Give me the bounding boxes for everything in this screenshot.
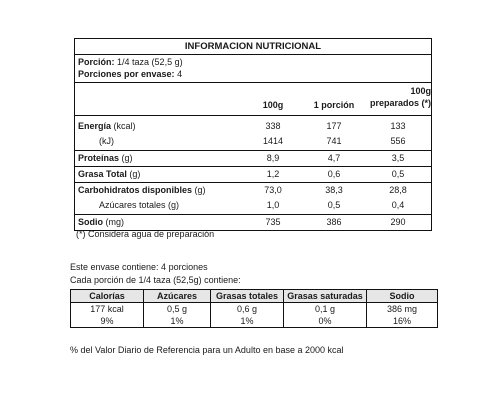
dv-header-total-fat: Grasas totales (211, 290, 284, 303)
nutrient-unit: (kJ) (99, 136, 114, 147)
dv-percent-total-fat: 1% (211, 315, 284, 328)
nutrition-row (75, 150, 431, 166)
nutrition-row-label (75, 151, 243, 166)
dv-percent-sugars: 1% (144, 315, 211, 328)
dv-percent-sodium: 16% (367, 315, 438, 328)
nutrition-value-v1: 338 (265, 121, 281, 131)
package-servings-text: Este envase contiene: 4 porciones (70, 262, 208, 272)
dv-percent-calories: 9% (71, 315, 144, 328)
dv-header-sugars: Azúcares (144, 290, 211, 303)
nutrient-unit: Azúcares totales (g) (99, 200, 180, 211)
dv-amount-saturated-fat: 0,1 g (284, 303, 367, 316)
column-header-prepared (365, 83, 431, 115)
nutrition-value-v2: 177 (326, 121, 342, 131)
nutrition-value-v1: 735 (265, 216, 281, 227)
nutrition-value-v3: 133 (390, 121, 406, 131)
dv-amount-calories: 177 kcal (71, 303, 144, 316)
nutrition-row (75, 214, 431, 230)
nutrition-value-v1: 8,9 (266, 152, 280, 163)
nutrition-value-v1: 1,0 (266, 200, 280, 211)
servings-label: Porciones por envase: (78, 69, 175, 79)
nutrient-unit: (kcal) (111, 121, 136, 131)
column-header-row (75, 83, 431, 116)
dv-amount-sugars: 0,5 g (144, 303, 211, 316)
nutrient-unit: (g) (126, 168, 141, 179)
daily-value-footnote: % del Valor Diario de Referencia para un Adulto en base a 2000 kcal (70, 345, 344, 355)
nutrition-row-label (75, 215, 243, 230)
nutrition-value-v1: 1414 (262, 136, 284, 147)
daily-value-table (70, 289, 438, 328)
dv-amount-total-fat: 0,6 g (211, 303, 284, 316)
nutrient-unit: (mg) (103, 216, 124, 227)
portion-line (78, 56, 428, 68)
column-header-portion: 1 porción (313, 100, 355, 110)
dv-percent-saturated-fat: 0% (284, 315, 367, 328)
nutrition-row-label (75, 119, 243, 134)
nutrient-name: Sodio (78, 216, 103, 227)
nutrition-value-v1: 73,0 (264, 185, 282, 196)
nutrition-value-v3: 28,8 (389, 185, 407, 196)
nutrition-row-label (75, 167, 243, 182)
nutrition-value-v2: 4,7 (327, 152, 341, 163)
nutrition-value-v3: 556 (390, 136, 406, 147)
nutrition-row (75, 119, 431, 134)
nutrition-value-v1: 1,2 (266, 168, 280, 179)
nutrient-name: Energía (78, 121, 112, 131)
column-header-prepared-line2: preparados (*) (369, 98, 431, 108)
column-header-100g: 100g (262, 100, 284, 110)
nutrition-value-v2: 0,5 (327, 200, 341, 211)
daily-value-amount-row (71, 303, 438, 316)
nutrition-value-v3: 0,5 (391, 168, 405, 179)
nutrition-value-v2: 741 (326, 136, 342, 147)
preparation-note: (*) Considera agua de preparación (76, 229, 215, 239)
portion-info (75, 55, 431, 83)
nutrient-name: Carbohidratos disponibles (78, 185, 193, 196)
nutrition-value-v2: 386 (326, 216, 342, 227)
nutrition-row (75, 166, 431, 182)
nutrition-row-label (75, 198, 243, 213)
dv-header-saturated-fat: Grasas saturadas (284, 290, 367, 303)
servings-line (78, 68, 428, 80)
nutrient-name: Grasa Total (78, 168, 127, 179)
servings-value: 4 (177, 69, 183, 79)
dv-header-sodium: Sodio (367, 290, 438, 303)
nutrition-title: INFORMACION NUTRICIONAL (75, 39, 431, 55)
nutrition-value-v2: 38,3 (325, 185, 343, 196)
nutrition-rows (75, 116, 431, 230)
dv-amount-sodium: 386 mg (367, 303, 438, 316)
nutrition-value-v2: 0,6 (327, 168, 341, 179)
column-header-prepared-line1: 100g (410, 86, 431, 96)
nutrition-row (75, 182, 431, 198)
portion-value: 1/4 taza (52,5 g) (117, 57, 183, 67)
dv-header-calories: Calorías (71, 290, 144, 303)
nutrient-unit: (g) (119, 152, 133, 163)
nutrition-table (74, 38, 432, 231)
nutrition-row (75, 198, 431, 213)
nutrition-row-label (75, 134, 243, 149)
nutrition-value-v3: 3,5 (391, 152, 405, 163)
per-portion-text: Cada porción de 1/4 taza (52,5g) contiene: (70, 275, 241, 285)
nutrition-value-v3: 0,4 (391, 200, 405, 211)
portion-label: Porción: (78, 57, 115, 67)
nutrition-row (75, 134, 431, 149)
nutrition-row-label (75, 183, 243, 198)
nutrition-value-v3: 290 (390, 216, 406, 227)
nutrient-name: Proteínas (78, 152, 120, 163)
daily-value-header-row (71, 290, 438, 303)
nutrient-unit: (g) (192, 185, 206, 196)
daily-value-percent-row (71, 315, 438, 328)
